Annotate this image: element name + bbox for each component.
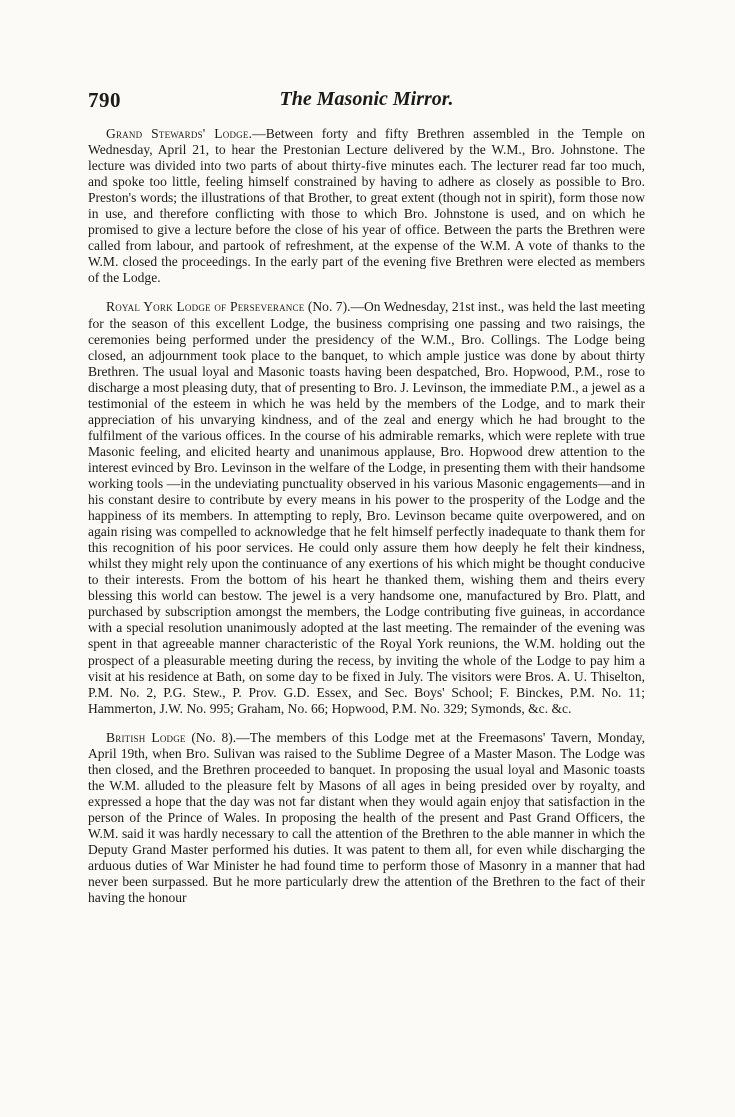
lodge-heading: Grand Stewards' Lodge. bbox=[106, 126, 253, 141]
article-body bbox=[88, 126, 645, 906]
paragraph-grand-stewards-lodge bbox=[88, 126, 645, 286]
paragraph-text: —Between forty and fifty Brethren assembled in the Temple on Wednesday, April 21, to hear the Prestonian Lecture delivered by the W.M., Bro. Johnstone. The lecture was divided into two parts of about thirty-five minutes each. The lecturer read far too much, and spoke too little, feeling himself constrained by having to adhere as closely as possible to Bro. Preston's words; the illustrations of that Brother, to great extent (though not in spirit), form those now in use, and therefore conflicting with those to which Bro. Johnstone is used, and on which he promised to give a lecture before the close of his year of office. Between the parts the Brethren were called from labour, and partook of refreshment, at the expense of the W.M. A vote of thanks to the W.M. closed the proceedings. In the early part of the evening five Brethren were elected as members of the Lodge. bbox=[88, 126, 646, 286]
page-header bbox=[88, 88, 645, 116]
paragraph-british-lodge bbox=[88, 730, 645, 907]
lodge-heading: British Lodge bbox=[106, 729, 186, 745]
lodge-heading: Royal York Lodge of Perseverance bbox=[106, 299, 305, 315]
paragraph-text: (No. 7).—On Wednesday, 21st inst., was held the last meeting for the season of this excellent Lodge, the business comprising one passing and two raisings, the ceremonies being performed under the presidency of the W.M., Bro. Collings. The Lodge being closed, an adjournment took place to the banquet, to which ample justice was done by about thirty Brethren. The usual loyal and Masonic toasts having been despatched, Bro. Hopwood, P.M., rose to discharge a most pleasing duty, that of presenting to Bro. J. Levinson, the immediate P.M., a jewel as a testimonial of the esteem in which he was held by the members of the Lodge, and to mark their appreciation of his unvarying kindness, and of the zeal and energy which he had brought to the fulfilment of the various offices. In the course of his admirable remarks, which were replete with true Masonic feeling, and elicited hearty and unanimous applause, Bro. Hopwood drew attention to the interest evinced by Bro. Levinson in the welfare of the Lodge, in presenting them with their handsome working tools —in the undeviating punctuality observed in his various Masonic engagements—and in his constant desire to contribute by every means in his power to the prosperity of the Lodge and the happiness of its members. In attempting to reply, Bro. Levinson became quite overpowered, and on again rising was compelled to acknowledge that he felt himself perfectly inadequate to thank them for this recognition of his poor services. He could only assure them how deeply he felt their kindness, whilst they might rely upon the continuance of any exertions of his which might be thought conducive to their interests. From the bottom of his heart he thanked them, wishing them and theirs every blessing this world can bestow. The jewel is a very handsome one, manufactured by Bro. Platt, and purchased by subscription amongst the members, the Lodge contributing five guineas, in accordance with a special resolution unanimously adopted at the last meeting. The remainder of the evening was spent in that agreeable manner characteristic of the Royal York reunions, the W.M. holding out the prospect of a pleasurable meeting during the recess, by inviting the whole of the Lodge to pay him a visit at his residence at Bath, on some day to be fixed in July. The visitors were Bros. A. U. Thiselton, P.M. No. 2, P.G. Stew., P. Prov. G.D. Essex, and Sec. Boys' School; F. Binckes, P.M. No. 11; Hammerton, J.W. No. 995; Graham, No. 66; Hopwood, P.M. No. 329; Symonds, &c. &c. bbox=[88, 299, 645, 716]
page-number: 790 bbox=[88, 88, 121, 112]
paragraph-text: (No. 8).—The members of this Lodge met at the Freemasons' Tavern, Monday, April 19th, when Bro. Sulivan was raised to the Sublime Degree of a Master Mason. The Lodge was then closed, and the Brethren proceeded to banquet. In proposing the usual loyal and Masonic toasts the W.M. alluded to the pleasure felt by Masons of all ages in being presided over by royalty, and expressed a hope that the day was not far distant when they would again enjoy that satisfaction in the person of the Prince of Wales. In proposing the health of the present and Past Grand Officers, the W.M. said it was hardly necessary to call the attention of the Brethren to the able manner in which the Deputy Grand Master performed his duties. It was patent to them all, for even while discharging the arduous duties of War Minister he had found time to perform those of Masonry in a manner that had never been surpassed. But he more particularly drew the attention of the Brethren to the fact of their having the honour bbox=[88, 729, 645, 906]
paragraph-royal-york-lodge bbox=[88, 299, 645, 716]
running-title: The Masonic Mirror. bbox=[279, 88, 454, 110]
